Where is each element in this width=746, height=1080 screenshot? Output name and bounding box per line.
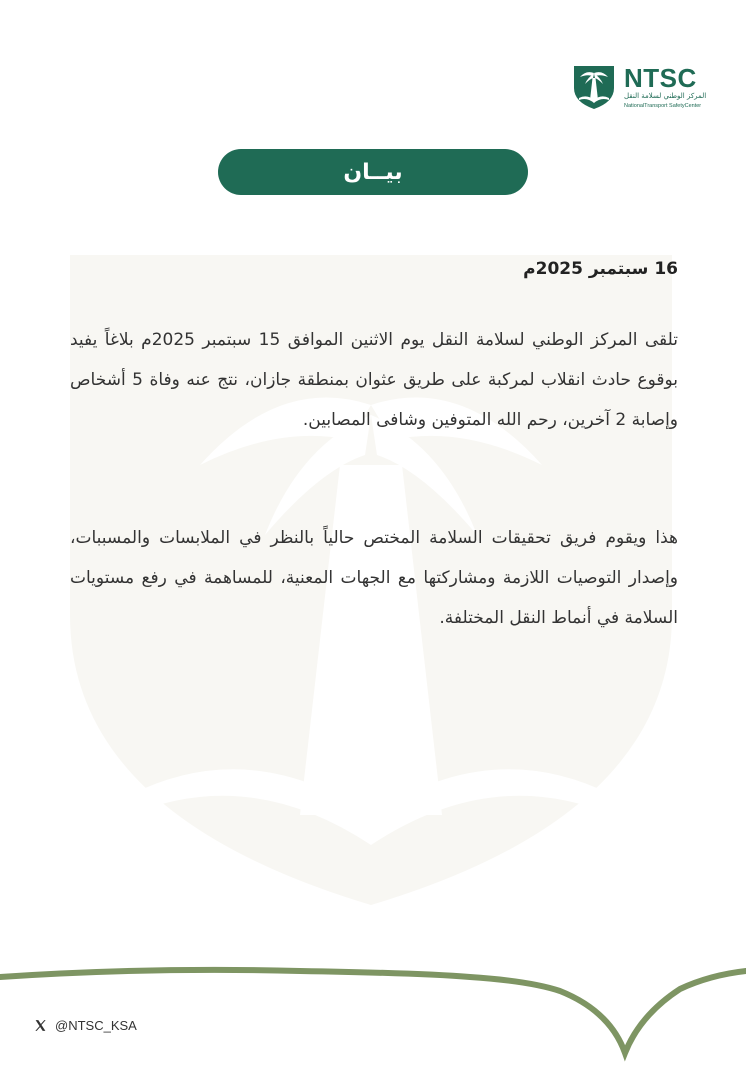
statement-paragraph-2: هذا ويقوم فريق تحقيقات السلامة المختص حالياً بالنظر في الملابسات والمسببات، وإصدار التوصيات اللازمة ومشاركتها مع الجهات المعنية، للمساهمة في رفع مستويات السلامة في أنماط النقل المختلفة. xyxy=(70,528,678,628)
statement-date: 16 سبتمبر 2025م xyxy=(523,259,678,279)
logo-arabic-name: المركز الوطني لسلامة النقل xyxy=(624,92,707,100)
x-logo-icon xyxy=(34,1019,47,1032)
palm-shield-icon xyxy=(572,64,616,110)
statement-paragraph-1: تلقى المركز الوطني لسلامة النقل يوم الاثنين الموافق 15 سبتمبر 2025م بلاغاً يفيد بوقوع حادث انقلاب لمركبة على طريق عثوان بمنطقة جازان، نتج عنه وفاة 5 أشخاص وإصابة 2 آخرين، رحم الله المتوفين وشافى المصابين. xyxy=(70,330,679,430)
logo-wordmark: NTSC xyxy=(624,63,697,93)
page-title: بيــان xyxy=(218,149,528,195)
ntsc-logo xyxy=(572,64,712,112)
social-handle-text: @NTSC_KSA xyxy=(55,1018,137,1033)
social-handle[interactable] xyxy=(34,1018,137,1033)
logo-english-name: NationalTransport SafetyCenter xyxy=(624,103,702,109)
